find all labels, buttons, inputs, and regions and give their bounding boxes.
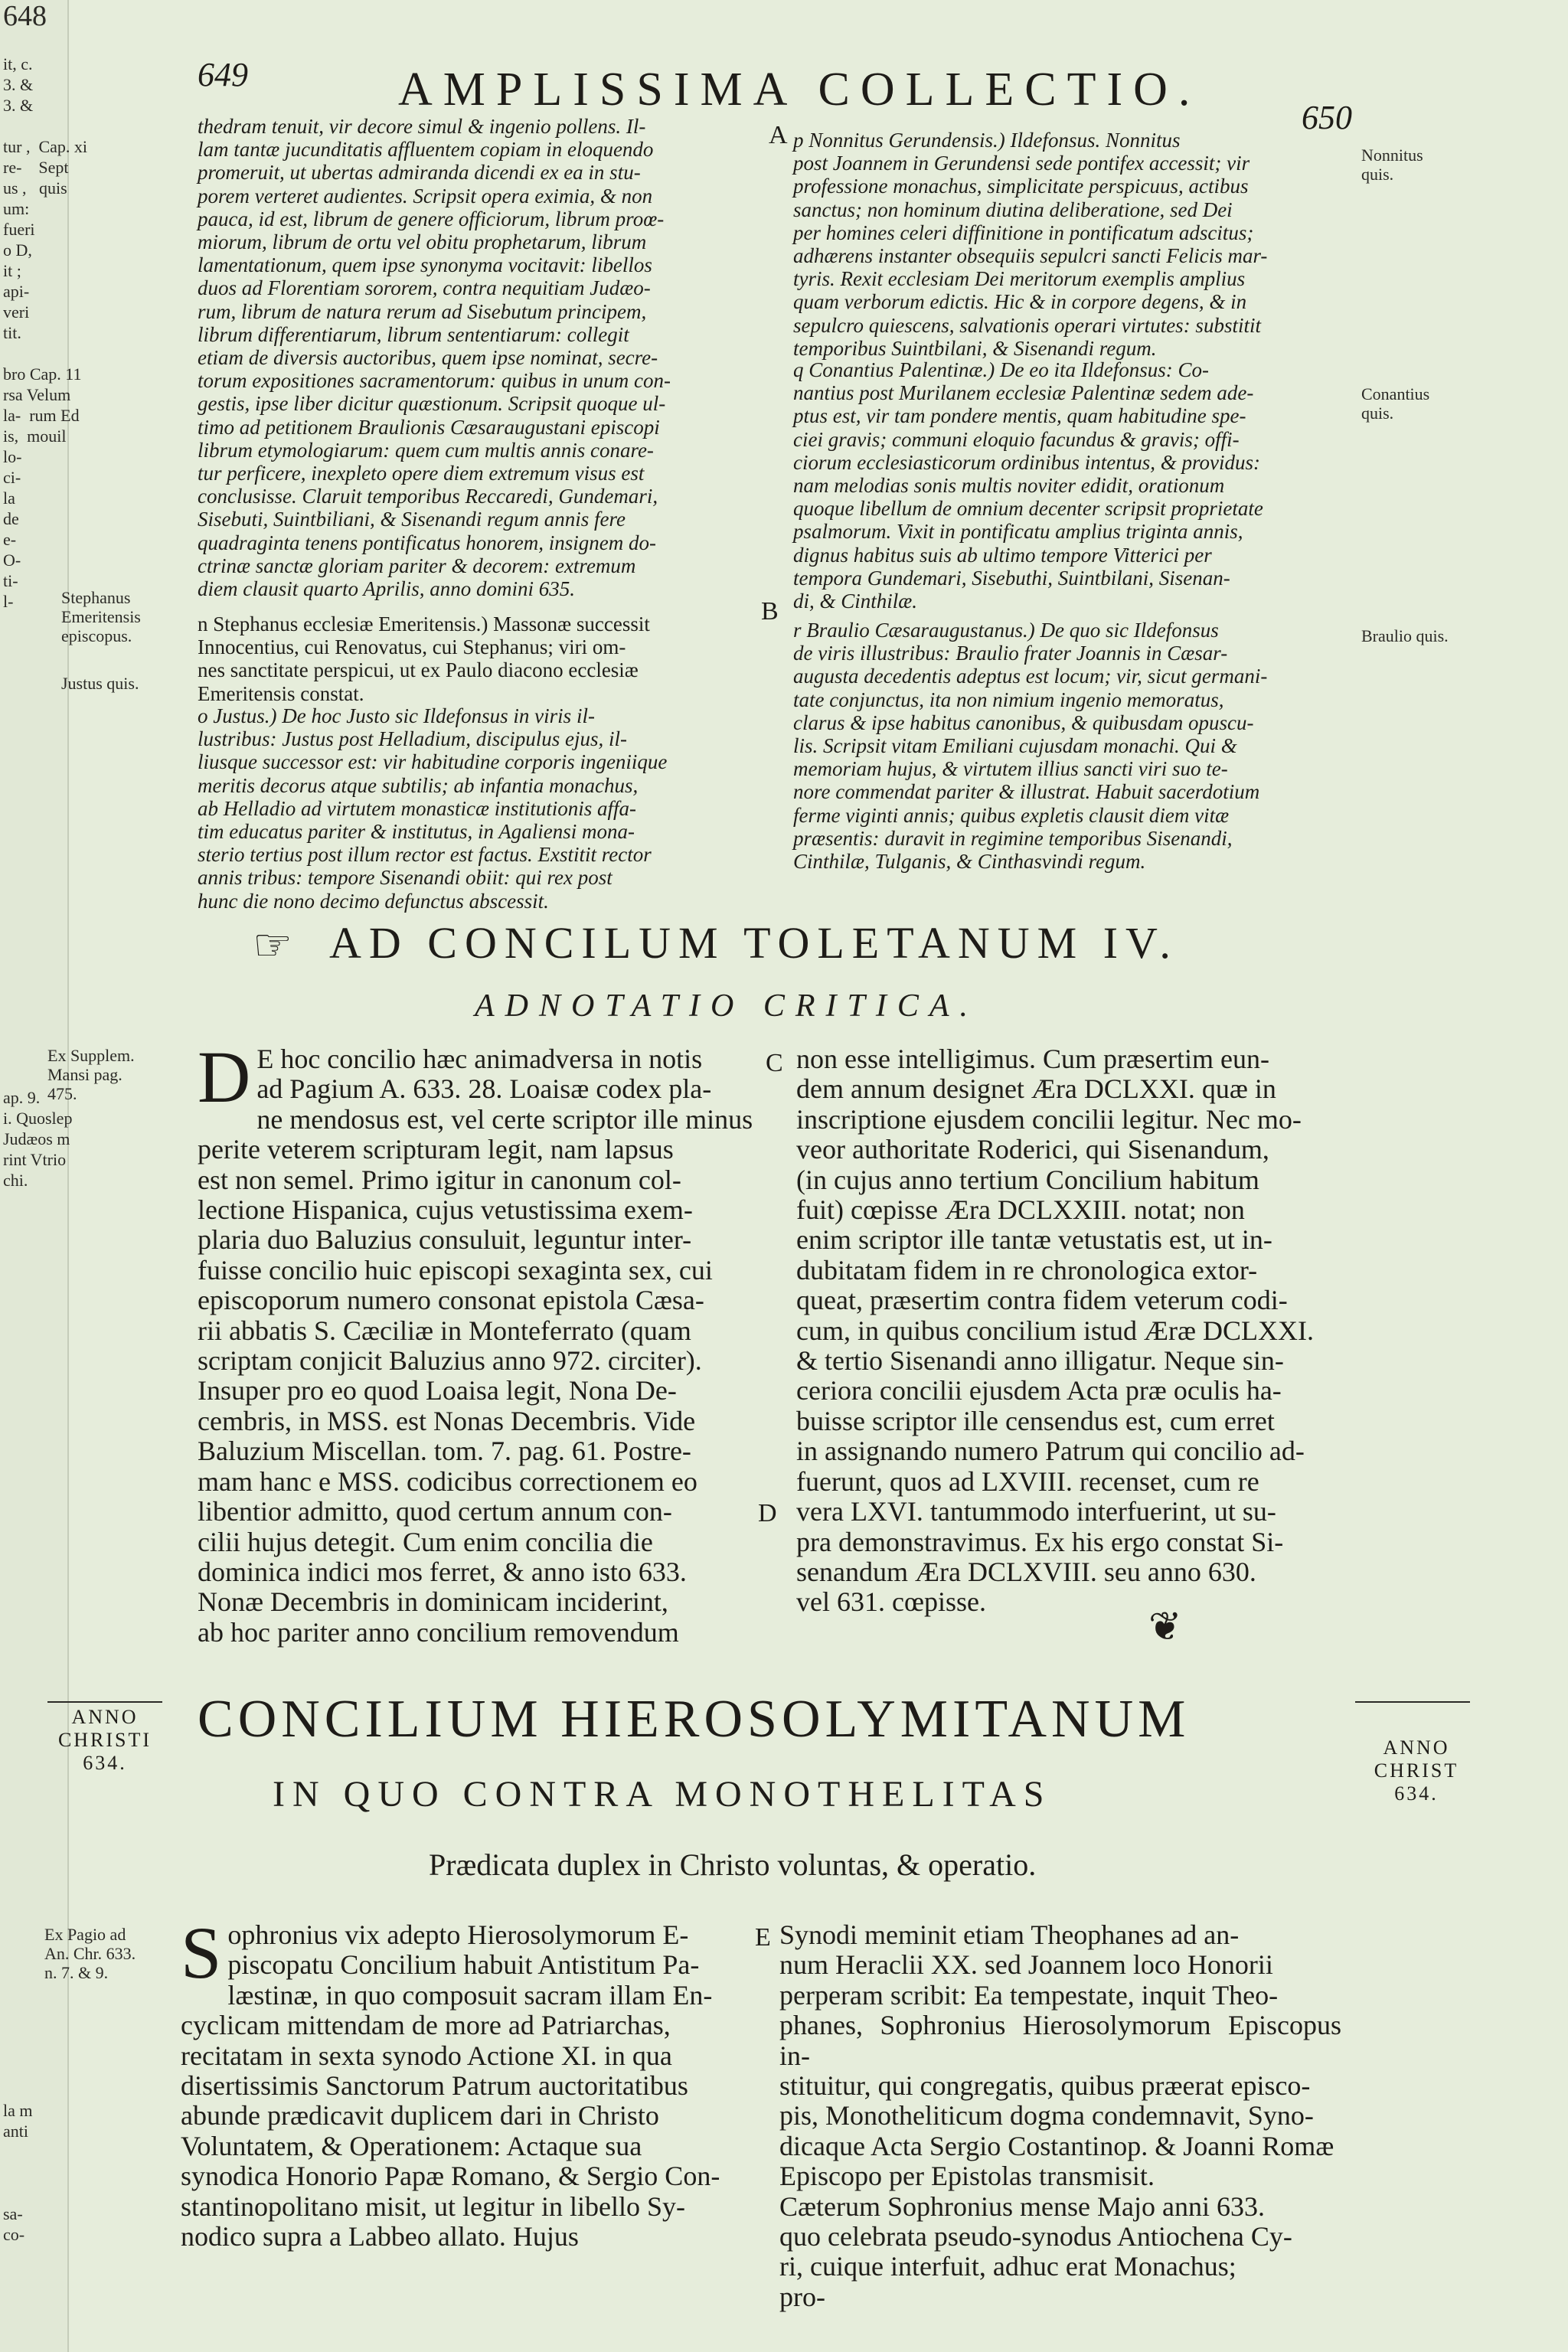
note-q-conantius: q Conantius Palentinæ.) De eo ita Ildefonsus: Co- nantius post Murilanem ecclesiæ Palentinæ sedem ade- ptus est, vir tam pondere mentis, quam habitudine spe- ciei gravis; communi eloquio facundus & gravis; offi- ciorum ecclesiasticorum ordinibus intentus, & providus: nam melodias sonis multis noviter edidit, orationum quoque libellum de omnium decenter scripsit proprietate psalmorum. Vixit in pontificatu amplius triginta annis, dignus habitus suis ab ultimo tempore Vitterici per tempora Gundemari, Sisebuthi, Suintbilani, Sisenan- di, & Cinthilæ. <box>793 358 1263 613</box>
column-marker-e: E <box>755 1923 771 1952</box>
facing-page-edge <box>0 0 87 2352</box>
margin-note-justus: Justus quis. <box>61 674 139 693</box>
margin-note-supplem: Ex Supplem. Mansi pag. 475. <box>47 1046 135 1103</box>
margin-note-conantius: Conantius quis. <box>1361 384 1430 423</box>
drop-cap-s: S <box>181 1912 222 1994</box>
margin-note-braulio: Braulio quis. <box>1361 626 1449 645</box>
section-title-toletanum: AD CONCILUM TOLETANUM IV. <box>329 918 1178 968</box>
year-marker-left: ANNO CHRISTI 634. <box>57 1706 152 1774</box>
council-left-text: ophronius vix adepto Hierosolymorum E- piscopatu Concilium habuit Antistitum Pa- læstinæ, in quo composuit sacram illam En- cyclicam mittendam de more ad Patriarchas, recitatam in sexta synodo Actione XI. in qua disertissimis Sanctorum Patrum auctoritatibus abunde prædicavit duplicem dari in Christo Voluntatem, & Operationem: Actaque sua synodica Honorio Papæ Romano, & Sergio Con- stantinopolitano misit, ut legitur in libello Sy- nodico supra a Labbeo allato. Hujus <box>181 1919 720 2252</box>
column-marker-c: C <box>766 1049 783 1077</box>
year-marker-right: ANNO CHRIST 634. <box>1374 1736 1459 1805</box>
margin-note-stephanus: Stephanus Emeritensis episcopus. <box>61 588 141 645</box>
ornament-icon: ❦ <box>1148 1606 1182 1649</box>
toletanum-left-column <box>198 1036 766 1648</box>
rule-left <box>47 1701 162 1703</box>
facing-page-number: 648 <box>3 0 47 32</box>
toletanum-right-column: non esse intelligimus. Cum præsertim eun- dem annum designet Æra DCLXXI. quæ in inscriptione ejusdem concilii legitur. Nec mo- veor authoritate Roderici, qui Sisenandum, (in cujus anno tertium Concilium habitum fuit) cœpisse Æra DCLXXIII. notat; non enim scriptor ille tantæ vetustatis est, ut in- dubitatam fidem in re chronologica extor- queat, præsertim contra fidem veterum codi- cum, in quibus concilium istud Æræ DCLXXI. & tertio Sisenandi anno illigatur. Neque sin- ceriora concilii ejusdem Acta præ oculis ha- buisse scriptor ille censendus est, cum erret in assignando numero Patrum qui concilio ad- fuerunt, quos ad LXVIII. recenset, cum re vera LXVI. tantummodo interfuerint, ut su- pra demonstravimus. Ex his ergo constat Si- senandum Æra DCLXVIII. seu anno 630. vel 631. cœpisse. <box>796 1044 1314 1618</box>
council-subtitle: IN QUO CONTRA MONOTHELITAS <box>273 1774 1052 1815</box>
toletanum-left-text: E hoc concilio hæc animadversa in notis ad Pagium A. 633. 28. Loaisæ codex pla- ne mendosus est, vel certe scriptor ille minus perite veterem scripturam legit, nam lapsus est non semel. Primo igitur in canonum col- lectione Hispanica, cujus vetustissima exem- plaria duo Baluzius consuluit, leguntur inter- fuisse concilio huic episcopi sexaginta sex, cui episcoporum numero consonat epistola Cæsa- rii abbatis S. Cæciliæ in Monteferrato (quam scriptam conjicit Baluzius anno 972. circiter). Insuper pro eo quod Loaisa legit, Nona De- cembris, in MSS. est Nonas Decembris. Vide Baluzium Miscellan. tom. 7. pag. 61. Postre- mam hanc e MSS. codicibus correctionem eo libentior admitto, quod certum annum con- cilii hujus detegit. Cum enim concilia die dominica indici mos ferret, & anno isto 633. Nonæ Decembris in dominicam inciderint, ab hoc pariter anno concilium removendum <box>198 1044 753 1648</box>
council-left-column <box>181 1912 766 2252</box>
section-subtitle-adnotatio: ADNOTATIO CRITICA. <box>475 988 979 1024</box>
margin-note-pagio: Ex Pagio ad An. Chr. 633. n. 7. & 9. <box>44 1925 136 1982</box>
pointing-hand-icon: ☞ <box>253 920 292 970</box>
note-ildefonsus-isidore: thedram tenuit, vir decore simul & ingenio pollens. Il- lam tantæ jucunditatis affluentem copiam in eloquendo promeruit, ut ubertas admiranda dicendi ex ea in stu- porem verteret audientes. Scripsit opera eximia, & non pauca, id est, librum de genere officiorum, librum proœ- miorum, librum de ortu vel obitu prophetarum, librum lamentationum, quem ipse synonyma vocitavit: libellos duos ad Florentiam sororem, contra nequitiam Judæo- rum, librum de natura rerum ad Sisebutum principem, librum differentiarum, librum sententiarum: collegit etiam de diversis auctoribus, quem ipse nominat, secre- torum expositiones sacramentorum: quibus in unum con- gestis, ipse liber dicitur quæstionum. Scripsit quoque ul- timo ad petitionem Braulionis Cæsaraugustani episcopi librum etymologiarum: quem cum multis annis conare- tur perficere, inexpleto opere diem extremum visus est conclusisse. Claruit temporibus Reccaredi, Gundemari, Sisebuti, Suintbiliani, & Sisenandi regum annis fere quadraginta tenens pontificatus honorem, insignem do- ctrinæ sanctæ gloriam pariter & decorem: extremum diem clausit quarto Aprilis, anno domini 635. <box>198 115 671 601</box>
column-marker-b: B <box>761 597 779 626</box>
column-marker-a: A <box>769 121 788 149</box>
rule-right <box>1355 1701 1470 1703</box>
note-p-nonnitus: p Nonnitus Gerundensis.) Ildefonsus. Nonnitus post Joannem in Gerundensi sede pontifex accessit; vir professione monachus, simplicitate perspicuus, actibus sanctus; non hominum diutina deliberatione, sed Dei per homines celeri diffinitione in pontificatum adscitus; adhærens instanter obsequiis sepulcri sancti Felicis mar- tyris. Rexit ecclesiam Dei meritorum exemplis amplius quam verborum edictis. Hic & in corpore degens, & in sepulcro quiescens, salvationis operari virtutes: substitit temporibus Suintbilani, & Sisenandi regum. <box>793 129 1268 360</box>
margin-note-nonnitus: Nonnitus quis. <box>1361 145 1423 184</box>
note-n-stephanus: n Stephanus ecclesiæ Emeritensis.) Massonæ successit Innocentius, cui Renovatus, cui Stephanus; viri om- nes sanctitate perspicui, ut ex Paulo diacono ecclesiæ Emeritensis constat. <box>198 612 650 705</box>
drop-cap-d: D <box>198 1036 251 1118</box>
council-title: CONCILIUM HIEROSOLYMITANUM <box>198 1690 1191 1749</box>
council-topic: Prædicata duplex in Christo voluntas, & operatio. <box>429 1847 1037 1882</box>
page-number-right: 650 <box>1302 99 1352 136</box>
page-number-left: 649 <box>198 56 248 93</box>
note-o-justus: o Justus.) De hoc Justo sic Ildefonsus in viris il- lustribus: Justus post Helladium, discipulus ejus, il- liusque successor est: vir habitudine corporis ingeniique meritis decorus atque subtilis; ab infantia monachus, ab Helladio ad virtutem monasticæ institutionis affa- tim educatus pariter & institutus, in Agaliensi mona- sterio tertius post illum rector est factus. Exstitit rector annis tribus: tempore Sisenandi obiit: qui rex post hunc die nono decimo defunctus abscessit. <box>198 704 668 913</box>
note-r-braulio: r Braulio Cæsaraugustanus.) De quo sic Ildefonsus de viris illustribus: Braulio frater Joannis in Cæsar- augusta decedentis adeptus est locum; vir, sicut germani- tate conjunctus, ita non nimium ingenio memoratus, clarus & ipse habitus canonibus, & quibusdam opuscu- lis. Scripsit vitam Emiliani cujusdam monachi. Qui & memoriam hujus, & virtutem illius sancti viri suo te- nore commendat pariter & illustrat. Habuit sacerdotium ferme viginti annis; quibus expletis clausit diem vitæ præsentis: duravit in regimine temporibus Sisenandi, Cinthilæ, Tulganis, & Cinthasvindi regum. <box>793 619 1268 874</box>
facing-page-fragments: it, c. 3. & 3. & tur , Cap. xi re- Sept us , quis um: fueri o D, it ; api- veri tit. bro Cap. 11 rsa Velum la- rum Ed is, mouil lo- ci- la de e- O- ti- l- ap. 9. i. Quoslep Judæos m rint Vtrio chi. la m anti sa- co- <box>3 54 87 2244</box>
running-head: AMPLISSIMA COLLECTIO. <box>398 64 1201 116</box>
council-right-column: Synodi meminit etiam Theophanes ad an- num Heraclii XX. sed Joannem loco Honorii perperam scribit: Ea tempestate, inquit Theo- phanes, Sophronius Hierosolymorum Episcopus in- stituitur, qui congregatis, quibus præerat episco- pis, Monotheliticum dogma condemnavit, Syno- dicaque Acta Sergio Costantinop. & Joanni Romæ Episcopo per Epistolas transmisit. Cæterum Sophronius mense Majo anni 633. quo celebrata pseudo-synodus Antiochena Cy- ri, cuique interfuit, adhuc erat Monachus; pro- <box>779 1919 1341 2312</box>
column-marker-d: D <box>758 1499 777 1527</box>
